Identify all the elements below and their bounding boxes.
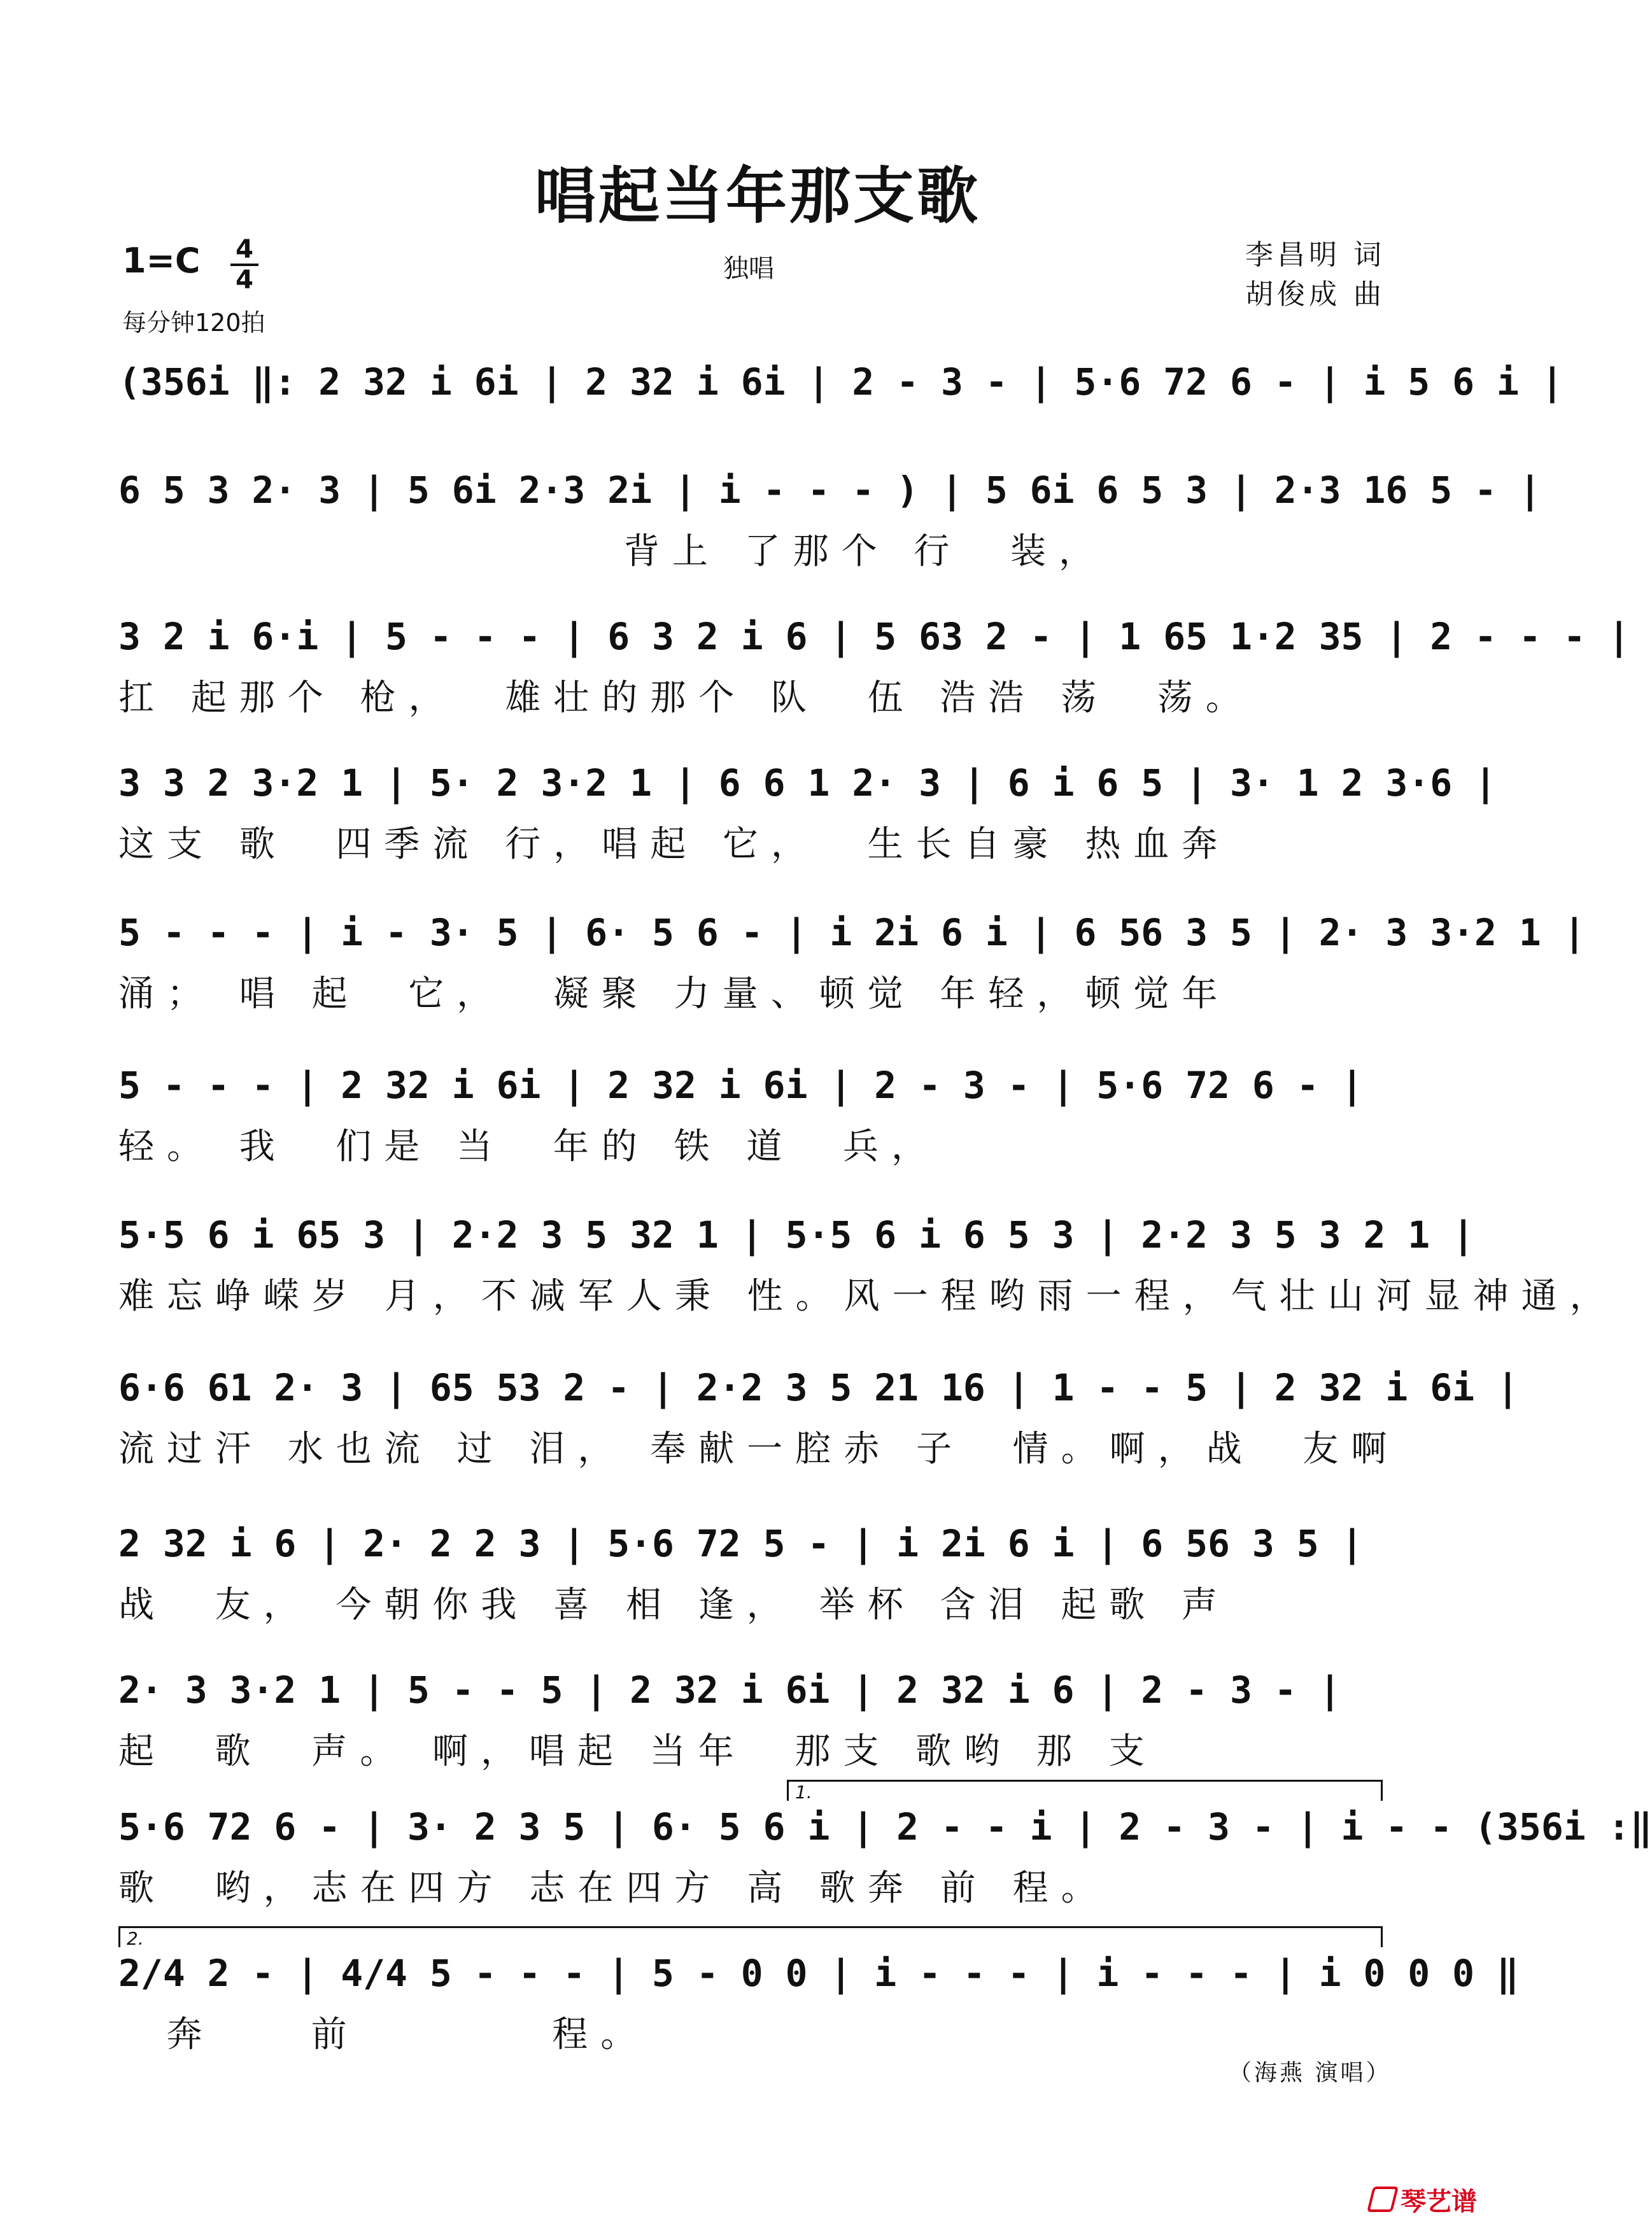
notation-line: 2 32 i 6 | 2· 2 2 3 | 5·6 72 5 - | i 2i 6 i | 6 56 3 5 | — [118, 1522, 1364, 1565]
notation-line: 5 - - - | 2 32 i 6i | 2 32 i 6i | 2 - 3 - | 5·6 72 6 - | — [118, 1064, 1364, 1107]
site-logo — [1370, 2183, 1477, 2215]
logo-icon — [1367, 2187, 1399, 2212]
lyrics-line: 奔 前 程。 — [118, 2014, 649, 2055]
performance-type: 独唱 — [723, 254, 774, 283]
first-ending-label: 1. — [795, 1782, 812, 1803]
lyrics-line: 扛 起那个 枪， 雄壮的那个 队 伍 浩浩 荡 荡。 — [118, 677, 1254, 719]
notation-line: 5 - - - | i - 3· 5 | 6· 5 6 - | i 2i 6 i | 6 56 3 5 | 2· 3 3·2 1 | — [118, 911, 1586, 954]
second-ending-bracket — [118, 1926, 1383, 1947]
notation-line: 3 3 2 3·2 1 | 5· 2 3·2 1 | 6 6 1 2· 3 | 6 i 6 5 | 3· 1 2 3·6 | — [118, 761, 1497, 805]
second-ending-label: 2. — [127, 1928, 144, 1949]
lyrics-line: 难忘峥嵘岁 月，不减军人秉 性。风一程哟雨一程，气壮山河显神通， — [118, 1276, 1618, 1317]
tempo-marking: 每分钟120拍 — [122, 309, 265, 337]
lyrics-line: 歌 哟，志在四方 志在四方 高 歌奔 前 程。 — [118, 1868, 1110, 1909]
notation-line: 6·6 61 2· 3 | 65 53 2 - | 2·2 3 5 21 16 | 1 - - 5 | 2 32 i 6i | — [118, 1366, 1519, 1409]
time-signature — [230, 237, 258, 293]
score-system-6 — [118, 1034, 1411, 1181]
time-signature-denominator: 4 — [236, 265, 253, 295]
lyrics-line: 流过汗 水也流 过 泪， 奉献一腔赤 子 情。啊，战 友啊 — [118, 1428, 1400, 1470]
score-system-3 — [118, 586, 1630, 732]
score-system-7 — [118, 1184, 1618, 1330]
lyrics-line: 背上 了那个 行 装， — [118, 531, 1108, 572]
first-ending-bracket — [787, 1780, 1383, 1801]
score-system-4 — [118, 732, 1497, 878]
notation-line: (356i ‖: 2 32 i 6i | 2 32 i 6i | 2 - 3 - | 5·6 72 6 - | i 5 6 i | — [118, 360, 1564, 404]
lyrics-line: 起 歌 声。 啊，唱起 当年 那支 歌哟 那 支 — [118, 1731, 1157, 1772]
key-signature: 1=C — [122, 241, 201, 281]
composer-credit: 胡俊成 曲 — [1245, 278, 1385, 311]
logo-text: 琴艺谱 — [1401, 2187, 1477, 2216]
score-system-5 — [118, 882, 1586, 1028]
notation-line: 3 2 i 6·i | 5 - - - | 6 3 2 i 6 | 5 63 2 - | 1 65 1·2 35 | 2 - - - | — [118, 615, 1630, 658]
lyrics-line: 战 友， 今朝你我 喜 相 逢， 举杯 含泪 起歌 声 — [118, 1584, 1231, 1626]
lyricist-credit: 李昌明 词 — [1245, 239, 1385, 271]
score-system-8 — [118, 1337, 1519, 1483]
time-signature-numerator: 4 — [236, 235, 253, 264]
notation-line: 2· 3 3·2 1 | 5 - - 5 | 2 32 i 6i | 2 32 i 6 | 2 - 3 - | — [118, 1668, 1341, 1712]
score-system-2 — [118, 439, 1541, 586]
score-system-9 — [118, 1493, 1411, 1639]
lyrics-line: 涌； 唱 起 它， 凝聚 力量、顿觉 年轻，顿觉年 — [118, 973, 1231, 1015]
lyrics-line: 这支 歌 四季流 行，唱起 它， 生长自豪 热血奔 — [118, 824, 1231, 865]
lyrics-line: 轻。 我 们是 当 年的 铁 道 兵， — [118, 1126, 940, 1167]
notation-line: 5·5 6 i 65 3 | 2·2 3 5 32 1 | 5·5 6 i 6 5 3 | 2·2 3 5 3 2 1 | — [118, 1213, 1475, 1257]
performer-credit: （海燕 演唱） — [1229, 2060, 1392, 2086]
score-system-11 — [118, 1776, 1652, 1922]
score-system-12 — [118, 1922, 1519, 2069]
score-system-10 — [118, 1639, 1411, 1786]
notation-line: 6 5 3 2· 3 | 5 6i 2·3 2i | i - - - ) | 5 6i 6 5 3 | 2·3 16 5 - | — [118, 468, 1541, 512]
notation-line: 5·6 72 6 - | 3· 2 3 5 | 6· 5 6 i | 2 - - i | 2 - 3 - | i - - (356i :‖ — [118, 1805, 1652, 1849]
notation-line: 2/4 2 - | 4/4 5 - - - | 5 - 0 0 | i - - - | i - - - | i 0 0 0 ‖ — [118, 1952, 1519, 1995]
song-title: 唱起当年那支歌 — [535, 160, 980, 232]
